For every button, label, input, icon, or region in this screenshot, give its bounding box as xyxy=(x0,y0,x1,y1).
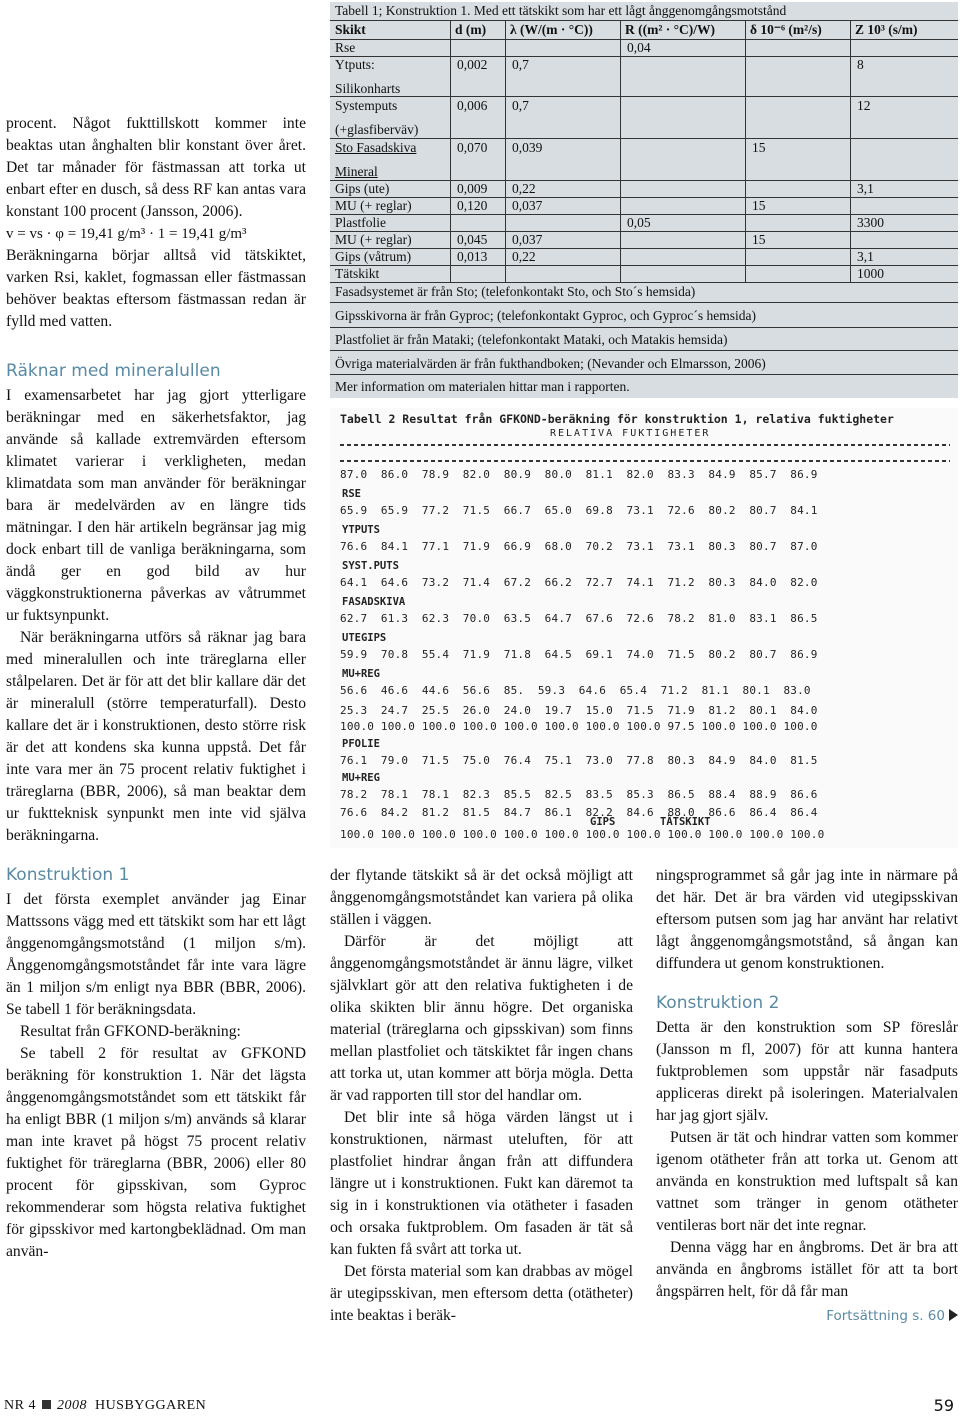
cell: Systemputs xyxy=(335,98,398,113)
header-cell: Z 10³ (s/m) xyxy=(855,22,918,37)
cell: 8 xyxy=(857,57,864,72)
data-row: 64.1 64.6 73.2 71.4 67.2 66.2 72.7 74.1 71.2 80.3 84.0 82.0 xyxy=(340,576,818,589)
row-label: TÄTSKIKT xyxy=(660,816,711,828)
divider xyxy=(330,282,958,283)
cell: 0,002 xyxy=(457,57,488,72)
middle-column xyxy=(330,865,633,1327)
cell: 0,05 xyxy=(627,215,651,230)
table-note: Gipsskivorna är från Gyproc; (telefonkontakt Gyproc, och Gyproc´s hemsida) xyxy=(335,308,756,323)
cell: Gips (ute) xyxy=(335,181,390,196)
table-row xyxy=(335,249,958,265)
section-heading: Konstruktion 2 xyxy=(656,993,780,1013)
column-rule xyxy=(620,20,621,282)
divider xyxy=(340,460,950,462)
divider xyxy=(330,302,958,303)
header-cell: δ 10⁻⁶ (m²/s) xyxy=(750,22,822,37)
header-cell: R ((m² · °C)/W) xyxy=(625,22,716,37)
data-row: 100.0 100.0 100.0 100.0 100.0 100.0 100.0 100.0 97.5 100.0 100.0 100.0 xyxy=(340,720,818,733)
table-row xyxy=(335,198,958,214)
row-label: MU+REG xyxy=(342,772,380,784)
cell: 15 xyxy=(752,140,766,155)
paragraph: Detta är den konstruktion som SP föreslår (Jansson m fl, 2007) för att kunna hantera fuktproblemen som uppstår när fasadputs appliceras direkt på isoleringen. Materialvalen har jag gjort själv. xyxy=(656,1019,958,1124)
table-row xyxy=(335,40,958,56)
cell: Sto Fasadskiva xyxy=(335,140,417,155)
paragraph: I examensarbetet har jag gjort ytterligare beräkningar med en säkerhetsfaktor, jag använde så kallade extremvärden eftersom klimatet varierar i verkligheten, medan klimatdata som man använder för beräkningar bara är medelvärden av en längre tids mätningar. I den här artikeln begränsar jag mig dock enbart till de vanliga beräkningarna, som ändå ger en god bild av hur väggkonstruktionerna påverkas av våtrummet ur fuktsynpunkt. xyxy=(6,387,306,624)
divider xyxy=(340,444,950,446)
divider xyxy=(330,350,958,351)
data-row: 65.9 65.9 77.2 71.5 66.7 65.0 69.8 73.1 72.6 80.2 80.7 84.1 xyxy=(340,504,818,517)
cell: 3,1 xyxy=(857,249,874,264)
divider xyxy=(330,374,958,375)
section-heading: Konstruktion 1 xyxy=(6,865,130,885)
left-column xyxy=(6,113,306,1263)
cell: 0,009 xyxy=(457,181,488,196)
paragraph: Se tabell 2 för resultat av GFKOND beräkning för konstruktion 1. När det lägsta ånggenomgångsmotståndet som ett tätskikt får ha enligt BBR (1 miljon s/m) används så klarar man inte kravet på högst 75 procent relativ fuktighet för träreglarna (BBR, 2006) eller 80 procent för gipsskivan, som Gyproc rekommenderar som högsta relativa fuktighet för gipsskivor med kartongbeklädnad. Om man använ- xyxy=(6,1045,306,1260)
table-row xyxy=(335,164,958,180)
cell: 3300 xyxy=(857,215,884,230)
paragraph: Denna vägg har en ångbroms. Det är bra att använda en ångbroms istället för att ta bort ångspärren helt, för då får man xyxy=(656,1239,958,1300)
table-row xyxy=(335,266,958,282)
divider xyxy=(330,96,958,97)
paragraph: Putsen är tät och hindrar vatten som kommer igenom otätheter från att torka ut. Genom att använda en konstruktion med luftspalt så kan vattnet som tränger in genom otätheter ventileras bort när det inte regnar. xyxy=(656,1129,958,1234)
data-row: 56.6 46.6 44.6 56.6 85. 59.3 64.6 65.4 71.2 81.1 80.1 83.0 xyxy=(340,684,811,697)
continued-link[interactable] xyxy=(656,1305,958,1327)
cell: 12 xyxy=(857,98,871,113)
cell: Mineral xyxy=(335,164,378,179)
data-row: 76.1 79.0 71.5 75.0 76.4 75.1 73.0 77.8 80.3 84.9 84.0 81.5 xyxy=(340,754,818,767)
data-row: 78.2 78.1 78.1 82.3 85.5 82.5 83.5 85.3 86.5 88.4 88.9 86.6 xyxy=(340,788,818,801)
square-icon xyxy=(42,1400,51,1409)
column-rule xyxy=(850,20,851,282)
cell: 0,037 xyxy=(512,198,543,213)
section-heading: Räknar med mineralullen xyxy=(6,361,221,381)
paragraph: Resultat från GFKOND-beräkning: xyxy=(20,1023,241,1040)
paragraph: När beräkningarna utförs så räknar jag bara med mineralullen och inte träreglarna eller stålpelaren. Det är för att det blir kallare där det är mineralull (större temperaturfall). Desto kallare det är i konstruktionen, desto större risk är det att kondens ska kunna uppstå. Det får inte vara mer än 75 procent relativ fuktighet i träreglarna (BBR, 2006), så man beaktar dem ur fuktteknisk synpunkt men inte vid själva beräkningarna. xyxy=(6,629,306,844)
data-row: 62.7 61.3 62.3 70.0 63.5 64.7 67.6 72.6 78.2 81.0 83.1 86.5 xyxy=(340,612,818,625)
arrow-right-icon xyxy=(949,1309,958,1321)
table-row xyxy=(335,57,958,73)
page-number: 59 xyxy=(933,1396,954,1415)
cell: 0,045 xyxy=(457,232,488,247)
table-caption: Tabell 1; Konstruktion 1. Med ett tätskikt som har ett lågt ånggenomgångsmotstånd xyxy=(335,3,787,18)
cell: Gips (våtrum) xyxy=(335,249,412,264)
column-rule xyxy=(450,20,451,282)
cell: 1000 xyxy=(857,266,884,281)
paragraph: procent. Något fukttillskott kommer inte beaktas utan ånghalten blir konstant över året. Det tar månader för fästmassan att torka ut enbart efter en dusch, så dess RF kan antas vara konstant 100 procent (Jansson, 2006). xyxy=(6,115,306,220)
table-row xyxy=(335,122,958,138)
table-note: Mer information om materialen hittar man i rapporten. xyxy=(335,379,630,394)
row-label: MU+REG xyxy=(342,668,380,680)
cell: 15 xyxy=(752,232,766,247)
divider xyxy=(330,138,958,139)
table-2 xyxy=(330,408,958,848)
paragraph: Därför är det möjligt att ånggenomgångsmotståndet är ännu lägre, vilket självklart gör att den relativa fuktigheten i de olika skikten blir ännu högre. Det organiska material (träreglarna och gipsskivan) som finns mellan plastfoliet och tätskiktet får ingen chans att torka ut, utan kommer att börja mögla. Detta är vad rapporten till stor del handlar om. xyxy=(330,933,633,1104)
divider xyxy=(330,327,958,328)
paragraph: Det blir inte så höga värden längst ut i konstruktionen, närmast uteluften, för att plastfoliet hindrar ångan från att diffundera längre ut i konstruktionen. Fukt kan däremot ta sig in i konstruktionen via otätheter i fasaden och orsaka fuktproblem. Om fasaden är tät så kan fukten få svårt att torka ut. xyxy=(330,1109,633,1258)
cell: 0,070 xyxy=(457,140,488,155)
header-cell: Skikt xyxy=(335,22,366,37)
cell: 0,006 xyxy=(457,98,488,113)
cell: 0,22 xyxy=(512,181,536,196)
paragraph: Det första material som kan drabbas av mögel är utegipsskivan, men eftersom detta (otätheter) inte beaktas i beräk- xyxy=(330,1263,633,1324)
column-rule xyxy=(745,20,746,282)
table-row xyxy=(335,215,958,231)
issue-year: 2008 xyxy=(56,1398,87,1413)
cell: 0,22 xyxy=(512,249,536,264)
paragraph: ningsprogrammet så går jag inte in närmare på det här. Det är bra värden vid utegipsskivan eftersom putsen som jag har använt har relativt lågt ånggenomgångsmotstånd, så ångan kan diffundera ut genom konstruktionen. xyxy=(656,867,958,972)
row-label: PFOLIE xyxy=(342,738,380,750)
table-subtitle: RELATIVA FUKTIGHETER xyxy=(550,428,711,439)
cell: MU (+ reglar) xyxy=(335,198,412,213)
row-label: GIPS xyxy=(590,816,616,828)
table-note: Plastfoliet är från Mataki; (telefonkontakt Mataki, och Matakis hemsida) xyxy=(335,332,728,347)
header-cell: d (m) xyxy=(455,22,487,37)
paragraph: I det första exemplet använder jag Einar Mattssons vägg med ett tätskikt som har ett lågt ånggenomgångsmotstånd (1 miljon s/m). Ånggenomgångsmotståndet får inte vara lägre än 1 miljon s/m enligt nya BBR (BBR, 2006). Se tabell 1 för beräkningsdata. xyxy=(6,891,306,1018)
continued-label: Fortsättning s. 60 xyxy=(826,1308,945,1324)
table-title: Tabell 2 Resultat från GFKOND-beräkning för konstruktion 1, relativa fuktigheter xyxy=(340,412,894,426)
table-row xyxy=(335,140,958,156)
cell: 0,037 xyxy=(512,232,543,247)
data-row: 76.6 84.2 81.2 81.5 84.7 86.1 82.2 84.6 88.0 86.6 86.4 86.4 xyxy=(340,806,818,819)
paragraph: der flytande tätskikt så är det också möjligt att ånggenomgångsmotståndet kan variera på olika ställen i väggen. xyxy=(330,867,633,928)
cell: Tätskikt xyxy=(335,266,380,281)
row-label: YTPUTS xyxy=(342,524,380,536)
row-label: FASADSKIVA xyxy=(342,596,406,608)
cell: 0,120 xyxy=(457,198,488,213)
data-row: 59.9 70.8 55.4 71.9 71.8 64.5 69.1 74.0 71.5 80.2 80.7 86.9 xyxy=(340,648,818,661)
cell: Ytputs: xyxy=(335,57,375,72)
cell: MU (+ reglar) xyxy=(335,232,412,247)
data-row: 100.0 100.0 100.0 100.0 100.0 100.0 100.0 100.0 100.0 100.0 100.0 100.0 xyxy=(340,828,825,841)
cell: Silikonharts xyxy=(335,81,401,96)
table-1 xyxy=(330,2,958,398)
cell: (+glasfiberväv) xyxy=(335,122,419,137)
data-row: 76.6 84.1 77.1 71.9 66.9 68.0 70.2 73.1 73.1 80.3 80.7 87.0 xyxy=(340,540,818,553)
row-label: SYST.PUTS xyxy=(342,560,399,572)
magazine-name: HUSBYGGAREN xyxy=(94,1398,207,1413)
right-column xyxy=(656,865,958,1327)
table-note: Fasadsystemet är från Sto; (telefonkontakt Sto, och Sto´s hemsida) xyxy=(335,284,696,299)
header-cell: λ (W/(m · °C)) xyxy=(510,22,593,37)
row-label: RSE xyxy=(342,488,361,500)
table-row xyxy=(335,98,958,114)
column-rule xyxy=(505,20,506,282)
formula: v = vs · φ = 19,41 g/m³ · 1 = 19,41 g/m³ xyxy=(6,226,247,242)
cell: 0,013 xyxy=(457,249,488,264)
cell: Plastfolie xyxy=(335,215,386,230)
cell: 0,04 xyxy=(627,40,651,55)
issue-number: NR 4 xyxy=(4,1398,36,1413)
cell: 15 xyxy=(752,198,766,213)
table-row xyxy=(335,232,958,248)
divider xyxy=(330,20,958,21)
cell: Rse xyxy=(335,40,356,55)
cell: 0,7 xyxy=(512,98,529,113)
row-label: UTEGIPS xyxy=(342,632,387,644)
data-row: 87.0 86.0 78.9 82.0 80.9 80.0 81.1 82.0 83.3 84.9 85.7 86.9 xyxy=(340,468,818,481)
data-row: 25.3 24.7 25.5 26.0 24.0 19.7 15.0 71.5 71.9 81.2 80.1 84.0 xyxy=(340,704,818,717)
cell: 0,7 xyxy=(512,57,529,72)
paragraph: Beräkningarna börjar alltså vid tätskiktet, varken Rsi, kaklet, fogmassan eller fästmassan behöver beaktas eftersom fästmassan redan är fylld med vatten. xyxy=(6,247,306,330)
table-row xyxy=(335,181,958,197)
cell: 3,1 xyxy=(857,181,874,196)
table-note: Övriga materialvärden är från fukthandboken; (Nevander och Elmarsson, 2006) xyxy=(335,356,766,371)
footer-issue xyxy=(4,1398,206,1414)
cell: 0,039 xyxy=(512,140,543,155)
table-header-row xyxy=(335,22,958,38)
table-row xyxy=(335,81,958,97)
